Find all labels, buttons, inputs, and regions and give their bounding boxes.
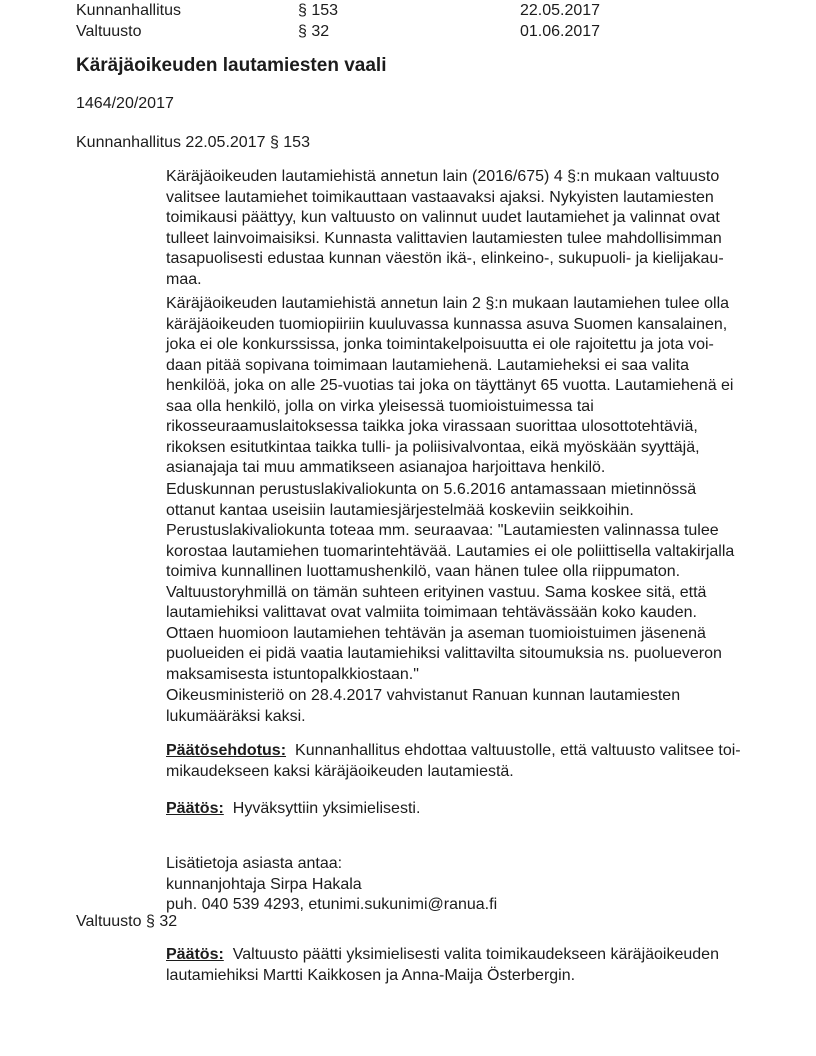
text-line: puh. 040 539 4293, etunimi.sukunimi@ranua.fi — [166, 896, 498, 913]
valtuusto-section-heading: Valtuusto § 32 — [76, 913, 178, 930]
text-line — [166, 741, 766, 762]
text-line: Eduskunnan perustuslakivaliokunta on 5.6.2016 antamassaan mietinnössä — [166, 481, 697, 498]
text-line: Lisätietoja asiasta antaa: — [166, 855, 343, 872]
contact-info — [166, 854, 766, 916]
text-line: rikoksen esitutkintaa taikka tulli- ja poliisivalvontaa, eikä myöskään syyttäjä, — [166, 438, 700, 456]
text-line: lautamiehiksi Martti Kaikkosen ja Anna-Maija Österbergin. — [166, 966, 576, 984]
meeting-date: 01.06.2017 — [520, 23, 601, 40]
body-paragraph — [166, 686, 766, 727]
section-ref: § 32 — [298, 23, 330, 40]
text-line: henkilöä, joka on alle 25-vuotias tai joka on täyttänyt 65 vuotta. Lautamiehenä ei — [166, 377, 734, 394]
decision-valtuusto-text: Valtuusto päätti yksimielisesti valita toimikaudekseen käräjäoikeuden — [232, 946, 719, 963]
decision-kh-label: Päätös: — [166, 800, 224, 817]
text-line: korostaa lautamiehen tuomarintehtävää. Lautamies ei ole poliittisella valtakirjalla — [166, 542, 735, 560]
text-line: mikaudekseen kaksi käräjäoikeuden lautamiestä. — [166, 762, 514, 780]
text-line: maa. — [166, 270, 202, 288]
section-ref: § 153 — [298, 2, 339, 19]
body-paragraph — [166, 294, 766, 479]
text-line: toimikausi päättyy, kun valtuusto on valinnut uudet lautamiehet ja valinnat ovat — [166, 209, 720, 226]
text-line: rikosseuraamuslaitoksessa taikka joka virassaan suorittaa ulosottotehtäviä, — [166, 418, 698, 435]
text-line: Käräjäoikeuden lautamiehistä annetun lain 2 §:n mukaan lautamiehen tulee olla — [166, 295, 730, 312]
case-number: 1464/20/2017 — [76, 95, 174, 112]
text-line: käräjäoikeuden tuomiopiiriin kuuluvassa kunnassa asuva Suomen kansalainen, — [166, 315, 728, 333]
text-line: Käräjäoikeuden lautamiehistä annetun lain (2016/675) 4 §:n mukaan valtuusto — [166, 168, 720, 185]
decision-proposal-label: Päätösehdotus: — [166, 742, 287, 759]
text-line: tasapuolisesti edustaa kunnan väestön ikä-, elinkeino-, sukupuoli- ja kielijakau- — [166, 250, 724, 267]
text-line: joka ei ole konkurssissa, jonka toimintakelpoisuutta ei ole rajoitettu ja jota voi- — [166, 336, 714, 353]
text-line: maksamisesta istuntopalkkiostaan." — [166, 665, 419, 683]
decision-proposal-text: Kunnanhallitus ehdottaa valtuustolle, että valtuusto valitsee toi- — [295, 742, 741, 759]
text-line: Ottaen huomioon lautamiehen tehtävän ja aseman tuomioistuimen jäsenenä — [166, 624, 706, 642]
decision-kh-paragraph — [166, 799, 766, 820]
text-line: asianajaja tai muu ammatikseen asianajoa harjoittava henkilö. — [166, 459, 606, 476]
text-line: puolueiden ei pidä vaatia lautamiehiksi valittavilta sitoumuksia ns. puolueveron — [166, 645, 722, 662]
decision-kh-text: Hyväksyttiin yksimielisesti. — [232, 800, 421, 817]
org-name: Valtuusto — [76, 23, 142, 40]
decision-proposal-paragraph — [166, 741, 766, 782]
text-line: ottanut kantaa useisiin lautamiesjärjestelmää koskeviin seikkoihin. — [166, 501, 634, 519]
text-line: Perustuslakivaliokunta toteaa mm. seuraavaa: "Lautamiesten valinnassa tulee — [166, 522, 719, 539]
decision-valtuusto-paragraph — [166, 945, 766, 986]
text-line: kunnanjohtaja Sirpa Hakala — [166, 875, 362, 893]
text-line — [166, 945, 766, 966]
text-line: saa olla henkilö, jolla on virka yleisessä tuomioistuimessa tai — [166, 397, 594, 415]
text-line — [166, 799, 766, 820]
document-title: Käräjäoikeuden lautamiesten vaali — [76, 55, 387, 76]
text-line: daan pitää sopivana toimimaan lautamiehenä. Lautamieheksi ei saa valita — [166, 356, 689, 374]
kh-section-heading: Kunnanhallitus 22.05.2017 § 153 — [76, 134, 310, 151]
decision-valtuusto-label: Päätös: — [166, 946, 224, 963]
body-paragraph — [166, 480, 766, 685]
text-line: valitsee lautamiehet toimikauttaan vastaavaksi ajaksi. Nykyisten lautamiesten — [166, 188, 714, 206]
body-paragraph — [166, 167, 766, 290]
text-line: Oikeusministeriö on 28.4.2017 vahvistanut Ranuan kunnan lautamiesten — [166, 687, 681, 704]
text-line: lukumääräksi kaksi. — [166, 707, 306, 725]
text-line: tulleet lainvoimaisiksi. Kunnasta valittavien lautamiesten tulee mahdollisimman — [166, 229, 722, 247]
text-line: Valtuustoryhmillä on tämän suhteen erityinen vastuu. Sama koskee sitä, että — [166, 583, 707, 601]
org-name: Kunnanhallitus — [76, 2, 181, 19]
text-line: lautamiehiksi valittavat ovat valmiita toimimaan tehtävässään koko kauden. — [166, 604, 697, 621]
text-line: toimiva kunnallinen luottamushenkilö, vaan hänen tulee olla riippumaton. — [166, 563, 681, 580]
meeting-date: 22.05.2017 — [520, 2, 601, 19]
